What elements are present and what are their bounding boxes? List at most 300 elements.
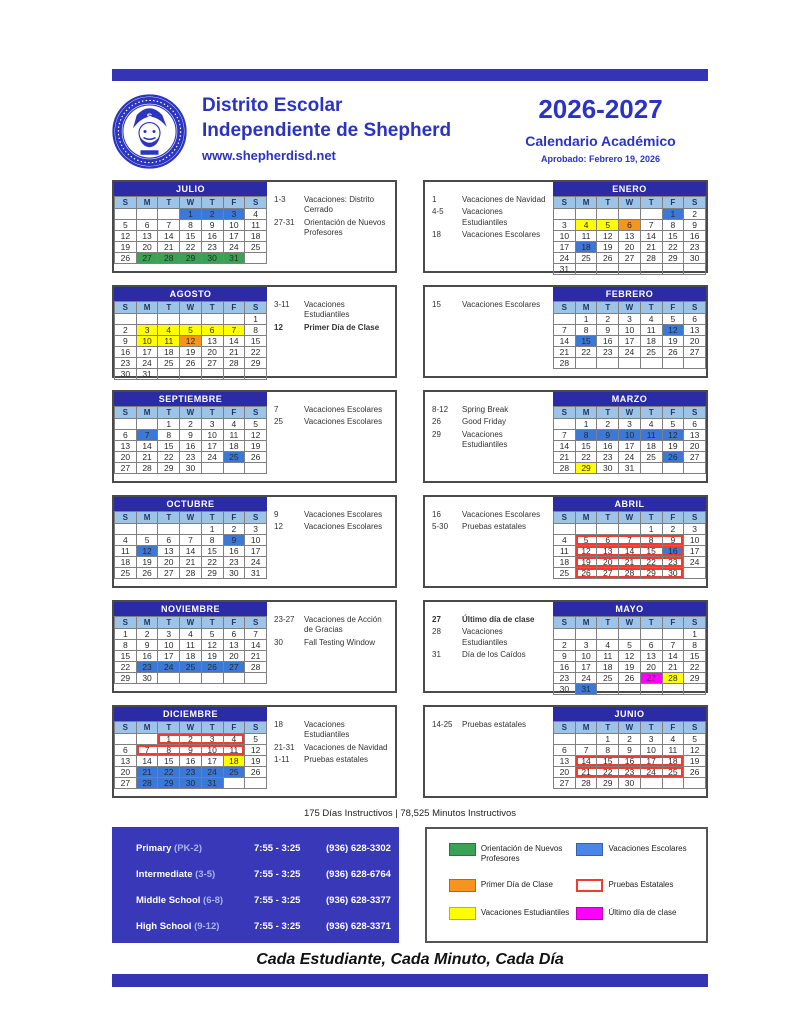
day-cell: 22 <box>201 557 223 568</box>
day-cell: 2 <box>180 734 202 745</box>
day-cell: 4 <box>158 325 180 336</box>
day-cell: 18 <box>554 557 576 568</box>
month-note <box>274 743 392 753</box>
day-cell: 8 <box>201 535 223 546</box>
day-cell: 22 <box>640 557 662 568</box>
month-note <box>274 755 392 765</box>
day-cell: 15 <box>245 336 267 347</box>
day-cell: 4 <box>223 734 245 745</box>
day-cell: 25 <box>640 347 662 358</box>
day-cell: 22 <box>597 767 619 778</box>
day-header: W <box>180 407 202 419</box>
week-row <box>115 463 267 474</box>
district-name-line1: Distrito Escolar <box>202 95 343 116</box>
month-note <box>432 300 550 310</box>
day-cell: 20 <box>554 767 576 778</box>
day-header: W <box>619 197 641 209</box>
month-grid <box>553 301 706 369</box>
day-cell: 19 <box>684 756 706 767</box>
month-note <box>432 615 550 625</box>
day-header-row <box>115 617 267 629</box>
day-cell: 6 <box>684 314 706 325</box>
day-cell: 10 <box>640 745 662 756</box>
day-cell: 29 <box>158 463 180 474</box>
day-cell: 11 <box>245 220 267 231</box>
day-cell: 22 <box>575 347 597 358</box>
day-cell: 25 <box>640 452 662 463</box>
day-cell <box>201 369 223 380</box>
day-cell: 10 <box>619 325 641 336</box>
month-calendar <box>553 392 706 481</box>
legend-item <box>449 843 575 864</box>
day-cell: 27 <box>554 778 576 789</box>
month-title: MARZO <box>553 392 706 406</box>
note-text: Vacaciones Escolares <box>304 417 383 427</box>
day-cell: 9 <box>684 220 706 231</box>
day-cell: 25 <box>180 662 202 673</box>
month-title: JUNIO <box>553 707 706 721</box>
day-cell <box>158 209 180 220</box>
month-grid <box>553 511 706 579</box>
note-text: Vacaciones de Navidad <box>304 742 388 752</box>
day-cell: 28 <box>619 568 641 579</box>
day-header: T <box>597 302 619 314</box>
day-cell: 19 <box>619 662 641 673</box>
day-cell: 19 <box>597 242 619 253</box>
school-phone: (936) 628-3302 <box>326 843 391 854</box>
week-row <box>554 662 706 673</box>
legend-item <box>449 879 575 892</box>
day-cell: 21 <box>180 557 202 568</box>
month-note <box>274 510 392 520</box>
month-box-noviembre <box>112 600 397 693</box>
day-cell: 1 <box>684 629 706 640</box>
day-cell: 10 <box>575 651 597 662</box>
day-cell <box>554 209 576 220</box>
month-grid <box>114 616 267 684</box>
day-header: T <box>597 722 619 734</box>
day-cell: 5 <box>662 314 684 325</box>
day-cell: 28 <box>640 253 662 264</box>
day-cell: 23 <box>180 452 202 463</box>
day-cell: 21 <box>158 242 180 253</box>
month-grid <box>553 616 706 695</box>
instructional-summary: 175 Días Instructivos | 78,525 Minutos Instructivos <box>303 808 517 819</box>
week-row <box>115 347 267 358</box>
day-cell: 21 <box>245 651 267 662</box>
day-cell <box>223 369 245 380</box>
day-cell: 27 <box>223 662 245 673</box>
month-note <box>274 615 392 636</box>
day-cell: 11 <box>223 745 245 756</box>
day-cell <box>640 684 662 695</box>
day-cell: 6 <box>619 220 641 231</box>
day-cell: 18 <box>115 557 137 568</box>
day-cell <box>575 734 597 745</box>
day-header: F <box>223 512 245 524</box>
day-header: S <box>115 407 137 419</box>
district-website-link[interactable]: www.shepherdisd.net <box>202 148 336 164</box>
week-row <box>554 325 706 336</box>
day-cell <box>662 778 684 789</box>
day-cell <box>640 358 662 369</box>
day-cell: 24 <box>575 673 597 684</box>
day-header: T <box>597 617 619 629</box>
day-cell: 12 <box>136 546 158 557</box>
week-row <box>554 358 706 369</box>
legend-label: Primer Día de Clase <box>480 880 553 889</box>
day-cell <box>136 314 158 325</box>
day-header: S <box>554 407 576 419</box>
day-cell: 21 <box>136 767 158 778</box>
day-cell: 8 <box>575 430 597 441</box>
day-cell: 27 <box>115 778 137 789</box>
day-cell: 22 <box>684 662 706 673</box>
day-cell <box>640 264 662 275</box>
month-box-junio <box>423 705 708 798</box>
day-cell: 11 <box>180 640 202 651</box>
day-cell: 5 <box>619 640 641 651</box>
day-cell: 20 <box>597 557 619 568</box>
day-cell: 2 <box>136 629 158 640</box>
day-cell: 1 <box>575 419 597 430</box>
day-cell: 6 <box>554 745 576 756</box>
day-cell: 18 <box>223 756 245 767</box>
day-cell: 30 <box>223 568 245 579</box>
day-header: M <box>575 302 597 314</box>
day-header-row <box>554 302 706 314</box>
day-cell: 15 <box>684 651 706 662</box>
day-header: F <box>662 722 684 734</box>
day-cell <box>554 314 576 325</box>
day-cell: 22 <box>158 767 180 778</box>
day-cell: 10 <box>201 745 223 756</box>
day-cell: 9 <box>136 640 158 651</box>
day-cell: 18 <box>597 662 619 673</box>
month-box-septiembre <box>112 390 397 483</box>
note-text: Good Friday <box>462 417 507 427</box>
week-row <box>115 452 267 463</box>
day-cell: 24 <box>245 557 267 568</box>
note-days: 23-27 <box>274 615 295 624</box>
day-cell: 13 <box>115 441 137 452</box>
day-header: F <box>662 302 684 314</box>
day-cell: 30 <box>115 369 137 380</box>
day-header: S <box>115 197 137 209</box>
day-cell: 1 <box>180 209 202 220</box>
day-cell: 13 <box>640 651 662 662</box>
day-cell: 18 <box>158 347 180 358</box>
day-cell: 13 <box>597 546 619 557</box>
day-header: S <box>115 512 137 524</box>
week-row <box>554 463 706 474</box>
month-grid <box>553 406 706 474</box>
day-header: S <box>245 512 267 524</box>
day-header: W <box>180 617 202 629</box>
day-header: S <box>684 512 706 524</box>
day-cell: 25 <box>662 767 684 778</box>
day-cell: 26 <box>115 253 137 264</box>
day-header: T <box>597 197 619 209</box>
day-header: M <box>136 512 158 524</box>
day-cell: 14 <box>640 231 662 242</box>
note-text: Vacaciones Estudiantiles <box>462 207 508 227</box>
day-header: F <box>662 512 684 524</box>
day-cell: 4 <box>640 419 662 430</box>
day-header: T <box>597 512 619 524</box>
day-cell: 16 <box>597 441 619 452</box>
week-row <box>115 629 267 640</box>
bottom-section <box>112 827 708 943</box>
note-days: 28 <box>432 627 441 637</box>
day-header: M <box>136 197 158 209</box>
day-cell: 2 <box>619 734 641 745</box>
day-cell: 20 <box>201 347 223 358</box>
day-cell: 4 <box>223 419 245 430</box>
month-box-marzo <box>423 390 708 483</box>
note-text: Vacaciones Escolares <box>304 510 383 519</box>
day-cell: 30 <box>201 253 223 264</box>
day-cell: 28 <box>245 662 267 673</box>
day-cell: 8 <box>662 220 684 231</box>
note-text: Vacaciones Escolares <box>462 230 541 240</box>
day-cell: 23 <box>684 242 706 253</box>
month-note <box>432 650 550 660</box>
note-days: 29 <box>432 429 441 439</box>
day-cell: 17 <box>136 347 158 358</box>
day-cell: 10 <box>554 231 576 242</box>
day-cell: 26 <box>684 767 706 778</box>
month-note <box>274 720 392 741</box>
day-header: W <box>180 512 202 524</box>
day-cell <box>662 629 684 640</box>
note-days: 3-11 <box>274 300 290 309</box>
week-row <box>115 314 267 325</box>
day-cell: 6 <box>223 629 245 640</box>
day-cell: 1 <box>662 209 684 220</box>
day-cell: 12 <box>619 651 641 662</box>
day-header: W <box>619 617 641 629</box>
day-header: T <box>201 512 223 524</box>
day-cell: 22 <box>180 242 202 253</box>
months-grid <box>112 180 708 798</box>
week-row <box>554 264 706 275</box>
week-row <box>554 673 706 684</box>
day-cell: 24 <box>619 452 641 463</box>
note-text: Orientación de Nuevos Profesores <box>304 217 386 238</box>
school-name: High School (9-12) <box>136 921 220 932</box>
day-cell <box>180 524 202 535</box>
day-cell: 5 <box>662 419 684 430</box>
day-cell <box>684 568 706 579</box>
week-row <box>554 430 706 441</box>
day-cell: 7 <box>245 629 267 640</box>
month-grid <box>114 406 267 474</box>
day-header: T <box>640 617 662 629</box>
day-cell: 13 <box>201 336 223 347</box>
note-days: 4-5 <box>432 207 444 217</box>
day-header: T <box>201 617 223 629</box>
day-cell: 8 <box>684 640 706 651</box>
note-days: 1-11 <box>274 755 290 765</box>
day-cell <box>115 734 137 745</box>
day-cell: 27 <box>597 568 619 579</box>
day-cell <box>554 629 576 640</box>
day-cell: 17 <box>223 231 245 242</box>
district-motto: Cada Estudiante, Cada Minuto, Cada Día <box>256 951 564 968</box>
day-cell: 6 <box>640 640 662 651</box>
day-cell: 28 <box>662 673 684 684</box>
month-title: ENERO <box>553 182 706 196</box>
month-title: NOVIEMBRE <box>114 602 267 616</box>
day-cell: 14 <box>619 546 641 557</box>
day-cell: 12 <box>180 336 202 347</box>
week-row <box>554 767 706 778</box>
day-cell: 2 <box>684 209 706 220</box>
day-header: W <box>619 722 641 734</box>
day-cell: 14 <box>136 756 158 767</box>
day-cell: 3 <box>245 524 267 535</box>
day-cell: 8 <box>245 325 267 336</box>
day-cell: 23 <box>201 242 223 253</box>
week-row <box>115 734 267 745</box>
month-note <box>274 323 392 333</box>
week-row <box>115 767 267 778</box>
day-cell: 11 <box>575 231 597 242</box>
day-cell: 13 <box>554 756 576 767</box>
month-title: OCTUBRE <box>114 497 267 511</box>
day-header-row <box>115 512 267 524</box>
day-cell <box>245 463 267 474</box>
day-cell: 20 <box>640 662 662 673</box>
day-cell: 27 <box>136 253 158 264</box>
month-note <box>274 300 392 321</box>
day-cell: 12 <box>662 430 684 441</box>
day-cell: 22 <box>158 452 180 463</box>
day-header: F <box>662 617 684 629</box>
top-accent-bar <box>112 69 708 81</box>
week-row <box>115 358 267 369</box>
week-row <box>554 684 706 695</box>
pirate-seal-icon <box>112 94 187 169</box>
day-cell: 28 <box>223 358 245 369</box>
month-note <box>432 430 550 451</box>
day-cell: 20 <box>684 441 706 452</box>
day-cell <box>619 264 641 275</box>
day-cell: 24 <box>640 767 662 778</box>
day-cell: 14 <box>554 441 576 452</box>
day-cell: 14 <box>662 651 684 662</box>
day-cell <box>136 419 158 430</box>
day-cell: 26 <box>619 673 641 684</box>
day-cell: 17 <box>158 651 180 662</box>
approved-date: Aprobado: Febrero 19, 2026 <box>540 154 661 164</box>
day-cell: 1 <box>158 734 180 745</box>
week-row <box>554 253 706 264</box>
legend-item <box>576 843 702 864</box>
note-text: Vacaciones: Distrito Cerrado <box>304 195 375 215</box>
day-cell: 28 <box>180 568 202 579</box>
note-days: 18 <box>274 720 283 729</box>
day-cell: 17 <box>201 441 223 452</box>
day-cell: 13 <box>158 546 180 557</box>
day-cell: 29 <box>597 778 619 789</box>
day-cell: 22 <box>575 452 597 463</box>
day-cell: 7 <box>662 640 684 651</box>
legend-swatch-red <box>576 879 603 892</box>
note-text: Fall Testing Window <box>304 637 375 647</box>
month-calendar <box>114 602 267 691</box>
school-name: Primary (PK-2) <box>136 843 203 854</box>
day-cell: 26 <box>180 358 202 369</box>
day-cell: 27 <box>115 463 137 474</box>
day-cell: 16 <box>684 231 706 242</box>
day-cell: 3 <box>201 419 223 430</box>
legend-box <box>425 827 708 943</box>
day-cell <box>245 673 267 684</box>
day-cell: 11 <box>554 546 576 557</box>
day-cell: 20 <box>619 242 641 253</box>
week-row <box>554 756 706 767</box>
day-cell: 21 <box>223 347 245 358</box>
day-header: T <box>201 722 223 734</box>
day-cell: 9 <box>619 745 641 756</box>
day-cell: 5 <box>597 220 619 231</box>
day-cell: 17 <box>554 242 576 253</box>
legend-item <box>576 907 702 920</box>
day-header: S <box>684 617 706 629</box>
day-cell: 5 <box>136 535 158 546</box>
month-notes <box>425 182 553 271</box>
day-header: S <box>115 722 137 734</box>
week-row <box>554 734 706 745</box>
note-days: 14-25 <box>432 720 453 729</box>
month-note <box>274 522 392 532</box>
month-title: AGOSTO <box>114 287 267 301</box>
month-calendar <box>553 602 706 694</box>
day-cell: 1 <box>640 524 662 535</box>
day-header: F <box>223 617 245 629</box>
day-cell: 21 <box>554 452 576 463</box>
day-cell: 1 <box>597 734 619 745</box>
day-cell: 4 <box>245 209 267 220</box>
day-cell: 10 <box>684 535 706 546</box>
day-cell: 25 <box>245 242 267 253</box>
school-hours-box <box>112 827 399 943</box>
note-days: 15 <box>432 300 441 309</box>
calendar-subtitle: Calendario Académico <box>525 133 676 149</box>
school-grade: (PK-2) <box>174 843 203 854</box>
month-note <box>274 195 392 216</box>
day-header: T <box>158 302 180 314</box>
month-notes <box>425 497 553 586</box>
day-cell: 6 <box>115 745 137 756</box>
day-cell <box>597 209 619 220</box>
day-cell: 10 <box>136 336 158 347</box>
legend-label: Pruebas Estatales <box>608 880 674 889</box>
day-cell: 20 <box>684 336 706 347</box>
day-cell <box>158 314 180 325</box>
month-calendar <box>114 287 267 379</box>
day-cell: 4 <box>575 220 597 231</box>
day-header: S <box>684 407 706 419</box>
day-cell: 19 <box>662 336 684 347</box>
day-cell: 30 <box>180 463 202 474</box>
month-calendar <box>114 497 267 586</box>
month-note <box>432 417 550 427</box>
day-cell: 22 <box>245 347 267 358</box>
week-row <box>115 745 267 756</box>
